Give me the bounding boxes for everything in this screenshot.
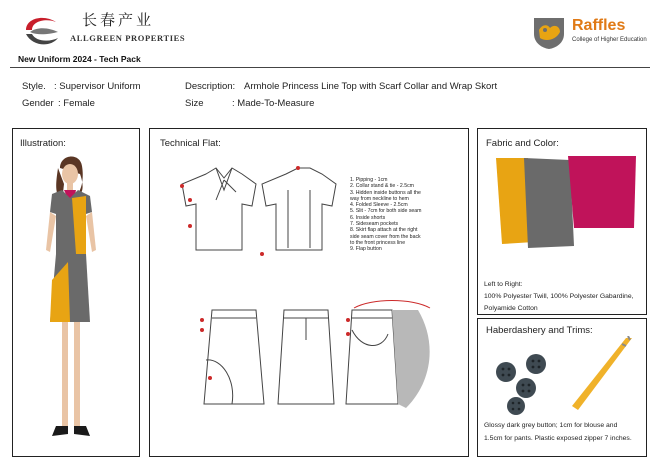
company-name-cn: 长春产业 (82, 11, 155, 29)
button-icon (507, 397, 525, 415)
zipper-icon (572, 338, 632, 410)
raffles-subtitle: College of Higher Education (572, 37, 647, 43)
size-label: Size (185, 98, 204, 109)
skort-flat-sketch (192, 300, 442, 418)
fabric-title: Fabric and Color: (486, 138, 559, 149)
fabric-note-line: 100% Polyester Twill, 100% Polyester Gabardine, (484, 293, 634, 300)
description-value: Armhole Princess Line Top with Scarf Collar and Wrap Skort (244, 81, 498, 92)
raffles-name: Raffles (572, 17, 626, 34)
construction-legend (350, 177, 462, 253)
button-icon (496, 362, 516, 382)
trims-note-line: 1.5cm for pants. Plastic exposed zipper 7 inches. (484, 435, 632, 442)
legend-line: 7. Sideseam pockets (350, 221, 399, 228)
top-flat-sketch (176, 160, 346, 270)
button-icon (516, 378, 536, 398)
raffles-logo (532, 16, 647, 50)
technical-flat-title: Technical Flat: (160, 138, 221, 149)
description-label: Description: (185, 81, 236, 92)
company-name-en: ALLGREEN PROPERTIES (70, 33, 186, 43)
gender-value: : Female (58, 98, 95, 109)
trims-note-line: Glossy dark grey button; 1cm for blouse and (484, 422, 618, 429)
allgreen-logo-icon (22, 12, 62, 50)
legend-line: way from neckline to hem (350, 195, 409, 202)
buttons-and-zipper (486, 336, 636, 416)
raffles-shield-icon (532, 16, 566, 50)
fabric-note-line: Polyamide Cotton (484, 305, 538, 312)
trims-title: Haberdashery and Trims: (486, 325, 593, 336)
fabric-note-line: Left to Right: (484, 281, 523, 288)
legend-line: 2. Collar stand & tie - 2.5cm (350, 183, 415, 190)
legend-line: side seam cover from the back (350, 233, 421, 240)
doc-title: New Uniform 2024 - Tech Pack (18, 54, 141, 64)
illustration-title: Illustration: (20, 138, 66, 149)
legend-line: 6. Inside shorts (350, 214, 386, 221)
button-icon (526, 354, 546, 374)
style-value: : Supervisor Uniform (54, 81, 141, 92)
legend-line: 5. Slit - 7cm for both side seam (350, 208, 422, 215)
fabric-swatches (488, 152, 638, 248)
legend-line: 8. Skirt flap attach at the right (350, 227, 418, 234)
legend-line: 4. Folded Sleeve - 2.5cm (350, 202, 408, 209)
size-value: : Made-To-Measure (232, 98, 315, 109)
legend-line: 3. Hidden inside buttons all the (350, 189, 421, 196)
fashion-figure-illustration (36, 154, 116, 452)
legend-line: 1. Pipping - 1cm (350, 177, 388, 183)
legend-line: to the front princess line (350, 239, 406, 246)
gender-label: Gender (22, 98, 54, 109)
style-label: Style. (22, 81, 46, 92)
legend-line: 9. Flap button (350, 246, 382, 253)
